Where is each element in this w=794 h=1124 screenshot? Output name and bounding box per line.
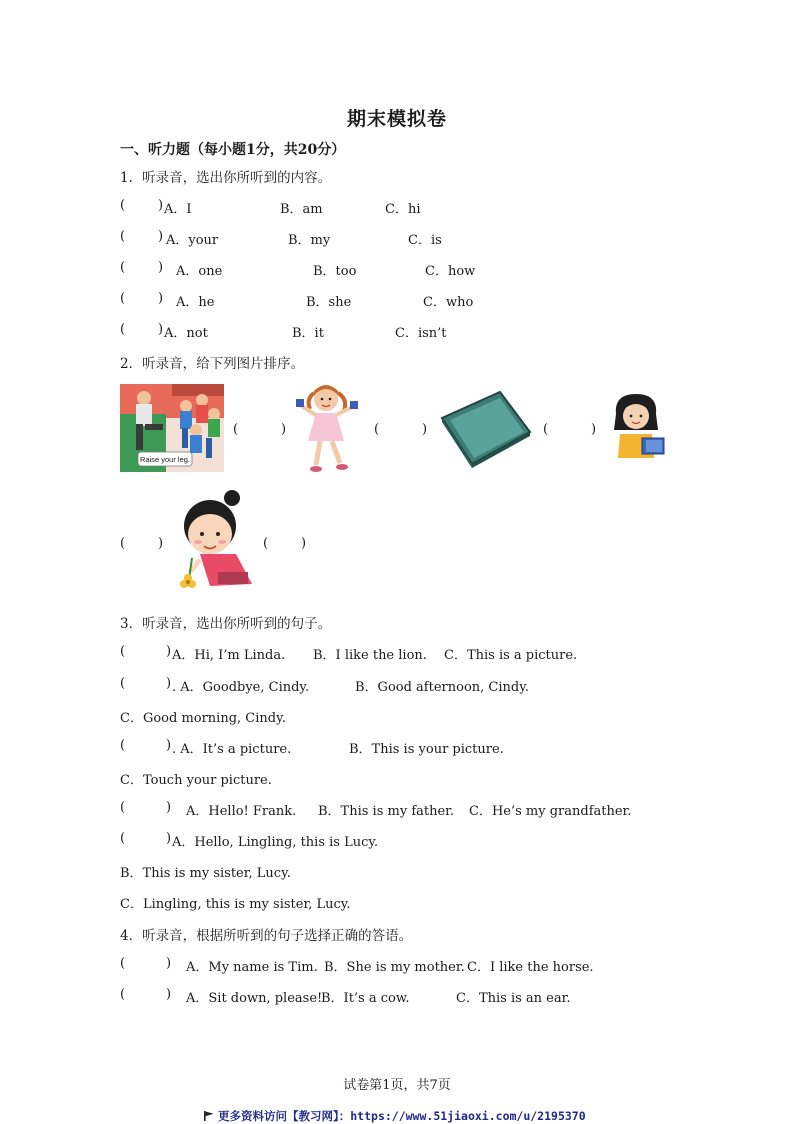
- option-a: A．I: [164, 202, 192, 217]
- picture-pencil-case: [438, 388, 532, 470]
- option-b: B．Good afternoon, Cindy.: [355, 680, 529, 695]
- picture-raise-your-leg: [120, 384, 224, 472]
- answer-blank-open: (: [120, 831, 126, 846]
- answer-blank-close: ): [166, 831, 172, 846]
- answer-blank-close: ): [158, 229, 164, 244]
- answer-blank-close: ): [158, 291, 164, 306]
- option-c: C．hi: [385, 202, 421, 217]
- option-a: . A．Goodbye, Cindy.: [172, 680, 310, 695]
- option-a: A．Sit down, please!: [186, 991, 323, 1006]
- option-c: C．who: [423, 295, 474, 310]
- picture-dancing-girl: [294, 383, 362, 475]
- option-a: A．Hi, I’m Linda.: [172, 648, 286, 663]
- page-footer: 试卷第1页，共7页: [343, 1078, 451, 1093]
- option-c: C．isn’t: [395, 326, 447, 341]
- answer-blank-close: ): [281, 422, 287, 437]
- answer-blank-close: ): [166, 676, 172, 691]
- question-1-prompt: 1．听录音，选出你所听到的内容。: [120, 170, 332, 186]
- answer-blank-open: (: [374, 422, 380, 437]
- answer-blank-open: (: [233, 422, 239, 437]
- answer-blank-close: ): [166, 956, 172, 971]
- answer-blank-open: (: [263, 536, 269, 551]
- option-a: A．Hello, Lingling, this is Lucy.: [172, 835, 379, 850]
- answer-blank-open: (: [120, 956, 126, 971]
- answer-blank-open: (: [120, 229, 126, 244]
- option-a: A．your: [166, 233, 219, 248]
- picture-girl-with-book: [608, 394, 666, 460]
- answer-blank-close: ): [158, 536, 164, 551]
- option-c: C．Touch your picture.: [120, 773, 272, 788]
- answer-blank-open: (: [120, 738, 126, 753]
- picture-caption: Raise your leg.: [139, 455, 191, 464]
- answer-blank-open: (: [120, 260, 126, 275]
- answer-blank-close: ): [166, 644, 172, 659]
- option-b: B．This is my sister, Lucy.: [120, 866, 291, 881]
- answer-blank-close: ): [158, 260, 164, 275]
- option-b: B．This is your picture.: [349, 742, 504, 757]
- answer-blank-close: ): [301, 536, 307, 551]
- answer-blank-open: (: [120, 987, 126, 1002]
- flag-icon: [204, 1111, 214, 1121]
- option-a: A．not: [164, 326, 208, 341]
- picture-girl-with-flower: [170, 488, 256, 594]
- option-c: C．Lingling, this is my sister, Lucy.: [120, 897, 351, 912]
- answer-blank-close: ): [166, 987, 172, 1002]
- option-b: B．she: [306, 295, 352, 310]
- option-b: B．This is my father.: [318, 804, 455, 819]
- answer-blank-close: ): [166, 738, 172, 753]
- option-a: A．Hello! Frank.: [186, 804, 297, 819]
- answer-blank-open: (: [120, 644, 126, 659]
- promo-link-line[interactable]: [204, 1108, 586, 1124]
- section-heading-listening: 一、听力题（每小题1分，共20分）: [120, 142, 346, 158]
- option-c: C．I like the horse.: [467, 960, 594, 975]
- option-c: C．how: [425, 264, 476, 279]
- question-3-prompt: 3．听录音，选出你所听到的句子。: [120, 616, 332, 632]
- answer-blank-open: (: [120, 536, 126, 551]
- option-b: B．it: [292, 326, 324, 341]
- question-4-prompt: 4．听录音，根据所听到的句子选择正确的答语。: [120, 928, 413, 944]
- option-b: B．She is my mother.: [324, 960, 465, 975]
- answer-blank-open: (: [543, 422, 549, 437]
- answer-blank-close: ): [591, 422, 597, 437]
- option-b: B．am: [280, 202, 323, 217]
- option-c: C．This is a picture.: [444, 648, 578, 663]
- answer-blank-open: (: [120, 291, 126, 306]
- question-2-prompt: 2．听录音，给下列图片排序。: [120, 356, 305, 372]
- option-a: . A．It’s a picture.: [172, 742, 292, 757]
- option-c: C．He’s my grandfather.: [469, 804, 632, 819]
- option-b: B．It’s a cow.: [321, 991, 410, 1006]
- option-a: A．one: [176, 264, 223, 279]
- option-b: B．too: [313, 264, 357, 279]
- option-c: C．is: [408, 233, 442, 248]
- promo-link-text[interactable]: 更多资料访问【教习网】：https://www.51jiaoxi.com/u/2195370: [218, 1109, 586, 1123]
- option-b: B．my: [288, 233, 331, 248]
- page-title: 期末模拟卷: [346, 108, 447, 130]
- answer-blank-close: ): [158, 198, 164, 213]
- answer-blank-close: ): [422, 422, 428, 437]
- answer-blank-close: ): [158, 322, 164, 337]
- option-a: A．he: [176, 295, 215, 310]
- answer-blank-open: (: [120, 800, 126, 815]
- option-b: B．I like the lion.: [313, 648, 427, 663]
- option-a: A．My name is Tim.: [186, 960, 318, 975]
- option-c: C．This is an ear.: [456, 991, 571, 1006]
- answer-blank-close: ): [166, 800, 172, 815]
- answer-blank-open: (: [120, 198, 126, 213]
- option-c: C．Good morning, Cindy.: [120, 711, 286, 726]
- answer-blank-open: (: [120, 676, 126, 691]
- answer-blank-open: (: [120, 322, 126, 337]
